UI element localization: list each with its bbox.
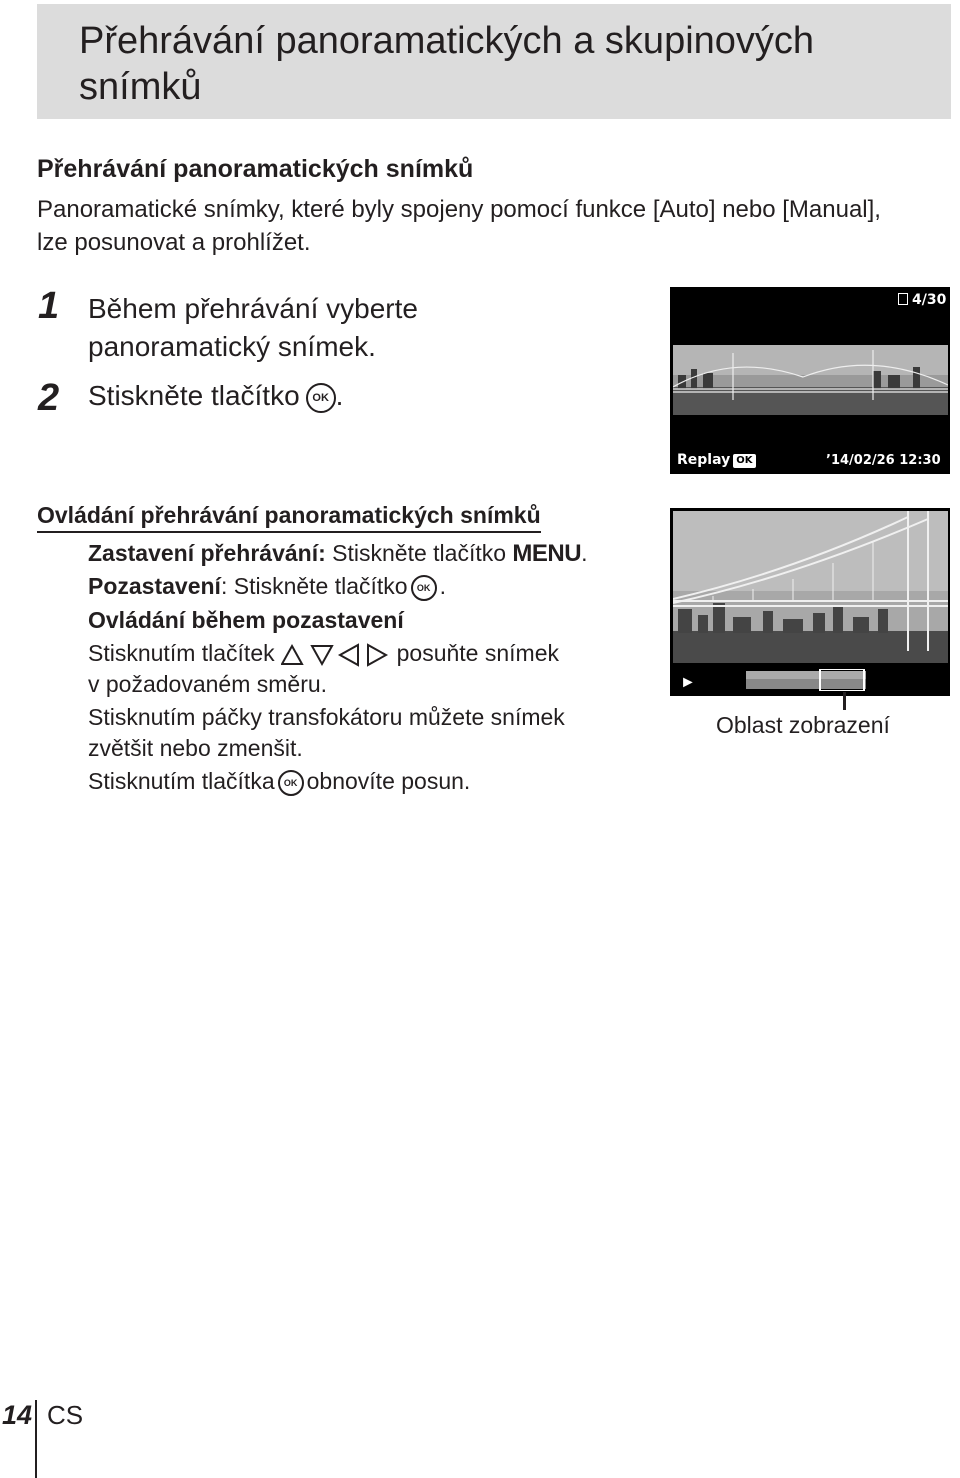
- arrow-keys-text-pre: Stisknutím tlačítek: [88, 640, 275, 666]
- stop-playback-text: Stiskněte tlačítko: [332, 540, 507, 566]
- zoom-line-1: Stisknutím páčky transfokátoru můžete snímek: [88, 704, 565, 730]
- play-icon: ►: [680, 674, 696, 691]
- intro-paragraph: Panoramatické snímky, které byly spojeny pomocí funkce [Auto] nebo [Manual], lze posunovat a prohlížet.: [37, 196, 881, 256]
- callout-line: [843, 692, 846, 710]
- pause-period: .: [439, 573, 446, 599]
- footer-divider: [35, 1400, 37, 1478]
- step-text-2-label: Stiskněte tlačítko: [88, 380, 300, 411]
- page-number: 14: [2, 1400, 33, 1430]
- reset-line: [88, 768, 470, 796]
- arrow-keys-icon: [281, 643, 391, 667]
- section-heading-panorama-controls: Ovládání přehrávání panoramatických snímků: [37, 502, 541, 533]
- step-number-1: 1: [38, 285, 60, 327]
- frame-counter: [898, 292, 946, 308]
- ok-button-icon: OK: [411, 575, 437, 601]
- pause-label: Pozastavení: [88, 573, 221, 599]
- replay-ok-hint: [677, 452, 756, 468]
- language-code: CS: [47, 1400, 84, 1430]
- page-title: Přehrávání panoramatických a skupinových snímků: [79, 20, 815, 108]
- date-time: ’14/02/26 12:30: [826, 453, 941, 468]
- arrow-keys-line-2: v požadovaném směru.: [88, 671, 328, 697]
- step-text-2-period: .: [335, 380, 344, 411]
- zoom-line-2: zvětšit nebo zmenšit.: [88, 735, 303, 761]
- paused-controls-heading: Ovládání během pozastavení: [88, 607, 404, 633]
- arrow-keys-line: [88, 640, 559, 667]
- right-arrow-icon: [368, 645, 386, 665]
- ok-button-icon: OK: [306, 383, 336, 413]
- panorama-photo-zoomed: [673, 511, 948, 663]
- panorama-photo-thumbnail: [673, 345, 948, 415]
- step-text-1: Během přehrávání vyberte panoramatický snímek.: [88, 293, 418, 362]
- reset-text-pre: Stisknutím tlačítka: [88, 768, 275, 794]
- display-area-label: Oblast zobrazení: [716, 712, 890, 738]
- down-arrow-icon: [312, 646, 332, 664]
- replay-label: Replay: [677, 452, 731, 468]
- menu-button-icon: MENU: [512, 540, 582, 567]
- step-number-2: 2: [38, 377, 60, 419]
- stop-playback-label: Zastavení přehrávání:: [88, 540, 326, 566]
- section-heading-panorama-playback: Přehrávání panoramatických snímků: [37, 155, 474, 183]
- memory-card-icon: [898, 293, 908, 305]
- reset-text-post: obnovíte posun.: [306, 768, 471, 794]
- stop-playback-line: [88, 540, 587, 568]
- frame-counter-value: 4/30: [912, 292, 947, 308]
- pause-text: : Stiskněte tlačítko: [220, 573, 408, 599]
- left-arrow-icon: [340, 645, 358, 665]
- arrow-keys-text-post: posuňte snímek: [396, 640, 559, 666]
- pause-line: [88, 573, 446, 601]
- ok-box-icon: OK: [733, 454, 755, 468]
- up-arrow-icon: [282, 646, 302, 664]
- panorama-position-strip: [746, 669, 866, 691]
- ok-button-icon: OK: [278, 770, 304, 796]
- step-text-2: [88, 380, 343, 413]
- stop-period: .: [581, 540, 588, 566]
